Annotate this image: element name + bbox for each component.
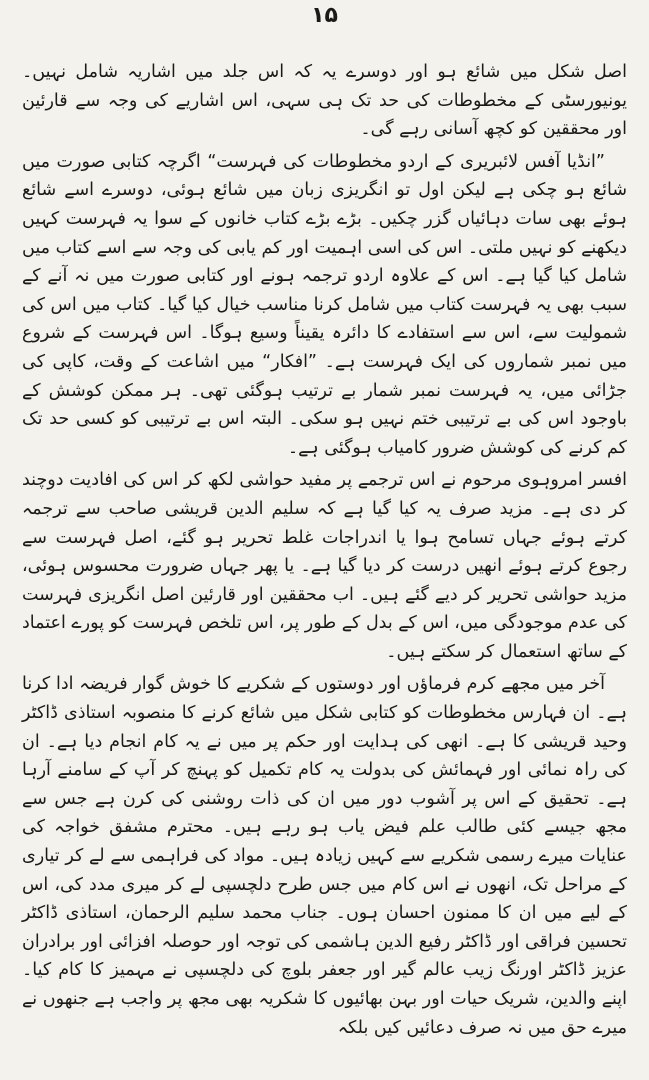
paragraph-1: اصل شکل میں شائع ہو اور دوسرے یہ کہ اس جلد میں اشاریہ شامل نہیں۔ یونیورسٹی کے مخطوطات کی حد تک ہی سہی، اس اشاریے کی وجہ سے قارئین اور محققین کو کچھ آسانی رہے گی۔ bbox=[22, 62, 627, 140]
paragraph-3: افسر امروہوی مرحوم نے اس ترجمے پر مفید حواشی لکھ کر اس کی افادیت دوچند کر دی ہے۔ مزید صرف یہ کیا گیا ہے کہ سلیم الدین قریشی صاحب سے ترجمہ کرتے ہوئے جہاں تسامح ہوا یا اندراجات غلط تحریر ہو گئے، اصل فہرست سے رجوع کرتے ہوئے انھیں درست کر دیا گیا ہے۔ یا پھر جہاں ضرورت محسوس ہوئی، مزید حواشی تحریر کر دیے گئے ہیں۔ اب محققین اور قارئین اصل انگریزی فہرست کی عدم موجودگی میں، اس کے بدل کے طور پر، اس تلخص فہرست کو پورے اعتماد کے ساتھ استعمال کر سکتے ہیں۔ bbox=[22, 470, 627, 662]
body-text bbox=[22, 58, 627, 1046]
paragraph-4: آخر میں مجھے کرم فرماؤں اور دوستوں کے شکریے کا خوش گوار فریضہ ادا کرنا ہے۔ ان فہارس مخطوطات کو کتابی شکل میں شائع کرنے کا منصوبہ استاذی ڈاکٹر وحید قریشی کا ہے۔ انھی کی ہدایت اور حکم پر میں نے یہ کام انجام دیا ہے۔ ان کی راہ نمائی اور فہمائش کی بدولت یہ کام تکمیل کو پہنچ کر آپ کے سامنے آرہا ہے۔ تحقیق کے اس پر آشوب دور میں ان کی ذات روشنی کی کرن ہے جس سے مجھ جیسے کئی طالب علم فیض یاب ہو رہے ہیں۔ محترم مشفق خواجہ کی عنایات میرے رسمی شکریے سے کہیں زیادہ ہیں۔ مواد کی فراہمی سے لے کر تیاری کے مراحل تک، انھوں نے اس کام میں جس طرح دلچسپی لے کر میری مدد کی، اس کے لیے میں ان کا ممنون احسان ہوں۔ جناب محمد سلیم الرحمان، استاذی ڈاکٹر تحسین فراقی اور ڈاکٹر رفیع الدین ہاشمی کی توجہ اور حوصلہ افزائی اور برادران عزیز ڈاکٹر اورنگ زیب عالم گیر اور جعفر بلوچ کی دلچسپی نے مہمیز کا کام کیا۔ اپنے والدین، شریک حیات اور بہن بھائیوں کا شکریہ بھی مجھ پر واجب ہے جنھوں نے میرے حق میں نہ صرف دعائیں کیں بلکہ bbox=[22, 674, 627, 1038]
page-number: ۱۵ bbox=[311, 3, 338, 28]
paragraph-2: ”انڈیا آفس لائبریری کے اردو مخطوطات کی فہرست“ اگرچہ کتابی صورت میں شائع ہو چکی ہے لیکن اول تو انگریزی زبان میں شائع ہوئی، دوسرے اسے شائع ہوئے بھی سات دہائیاں گزر چکیں۔ بڑے بڑے کتاب خانوں کے سوا یہ فہرست کہیں دیکھنے کو نہیں ملتی۔ اس کی اسی اہمیت اور کم یابی کی وجہ سے اسے کتاب میں شامل کیا گیا ہے۔ اس کے علاوہ اردو ترجمہ ہونے اور کتابی صورت میں نہ آنے کے سبب بھی یہ فہرست کتاب میں شامل کرنا مناسب خیال کیا گیا۔ کتاب میں اس کی شمولیت سے، اس سے استفادے کا دائرہ یقیناً وسیع ہوگا۔ اس فہرست کے شروع میں نمبر شماروں کی ایک فہرست ہے۔ ”افکار“ میں اشاعت کے وقت، کاپی کی جڑائی میں، یہ فہرست نمبر شمار بے ترتیب ہوگئی تھی۔ ہر ممکن کوشش کے باوجود اس کی بے ترتیبی ختم نہیں ہو سکی۔ البتہ اس بے ترتیبی کو کسی حد تک کم کرنے کی کوشش ضرور کامیاب ہوگئی ہے۔ bbox=[22, 151, 627, 458]
